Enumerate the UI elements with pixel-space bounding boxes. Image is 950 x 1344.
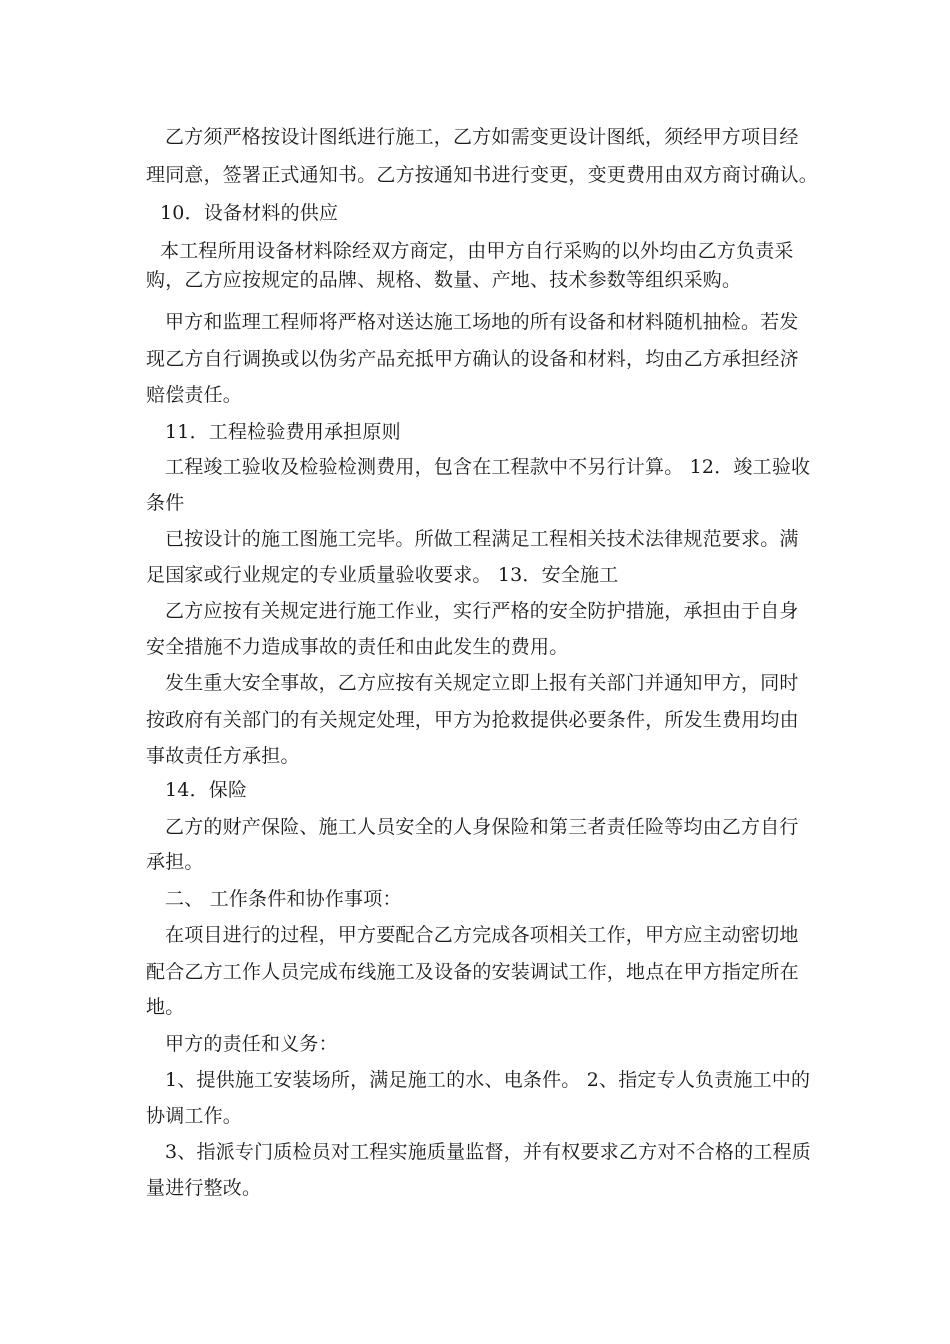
text-line: 现乙方自行调换或以伪劣产品充抵甲方确认的设备和材料，均由乙方承担经济 <box>146 348 799 370</box>
text-line: 发生重大安全事故，乙方应按有关规定立即上报有关部门并通知甲方，同时 <box>165 672 799 694</box>
text-line: 地。 <box>146 996 185 1018</box>
section-heading: 14．保险 <box>165 779 248 801</box>
section-heading: 11．工程检验费用承担原则 <box>165 421 401 443</box>
text-line: 乙方应按有关规定进行施工作业，实行严格的安全防护措施，承担由于自身 <box>165 600 799 622</box>
section-heading: 二、 工作条件和协作事项： <box>165 888 402 910</box>
text-line: 已按设计的施工图施工完毕。所做工程满足工程相关技术法律规范要求。满 <box>165 528 799 550</box>
text-line: 足国家或行业规定的专业质量验收要求。 13．安全施工 <box>146 564 619 586</box>
text-line: 本工程所用设备材料除经双方商定，由甲方自行采购的以外均由乙方负责采 <box>160 240 794 262</box>
text-line: 量进行整改。 <box>146 1177 262 1199</box>
text-line: 安全措施不力造成事故的责任和由此发生的费用。 <box>146 636 569 658</box>
text-line: 购，乙方应按规定的品牌、规格、数量、产地、技术参数等组织采购。 <box>146 269 742 291</box>
text-line: 乙方的财产保险、施工人员安全的人身保险和第三者责任险等均由乙方自行 <box>165 816 799 838</box>
text-line: 条件 <box>146 492 185 514</box>
section-heading: 10．设备材料的供应 <box>160 202 339 224</box>
text-line: 1、提供施工安装场所，满足施工的水、电条件。 2、指定专人负责施工中的 <box>165 1069 811 1091</box>
text-line: 在项目进行的过程，甲方要配合乙方完成各项相关工作，甲方应主动密切地 <box>165 924 799 946</box>
text-line: 工程竣工验收及检验检测费用，包含在工程款中不另行计算。 12．竣工验收 <box>165 456 811 478</box>
text-line: 理同意，签署正式通知书。乙方按通知书进行变更，变更费用由双方商讨确认。 <box>146 164 819 186</box>
text-line: 协调工作。 <box>146 1105 243 1127</box>
text-line: 赔偿责任。 <box>146 384 243 406</box>
text-line: 配合乙方工作人员完成布线施工及设备的安装调试工作，地点在甲方指定所在 <box>146 961 799 983</box>
text-line: 3、指派专门质检员对工程实施质量监督，并有权要求乙方对不合格的工程质 <box>165 1141 811 1163</box>
text-line: 甲方和监理工程师将严格对送达施工场地的所有设备和材料随机抽检。若发 <box>165 311 799 333</box>
text-line: 事故责任方承担。 <box>146 745 300 767</box>
text-line: 甲方的责任和义务： <box>165 1033 338 1055</box>
text-line: 承担。 <box>146 851 204 873</box>
text-line: 按政府有关部门的有关规定处理，甲方为抢救提供必要条件，所发生费用均由 <box>146 709 799 731</box>
text-line: 乙方须严格按设计图纸进行施工，乙方如需变更设计图纸，须经甲方项目经 <box>165 126 799 148</box>
